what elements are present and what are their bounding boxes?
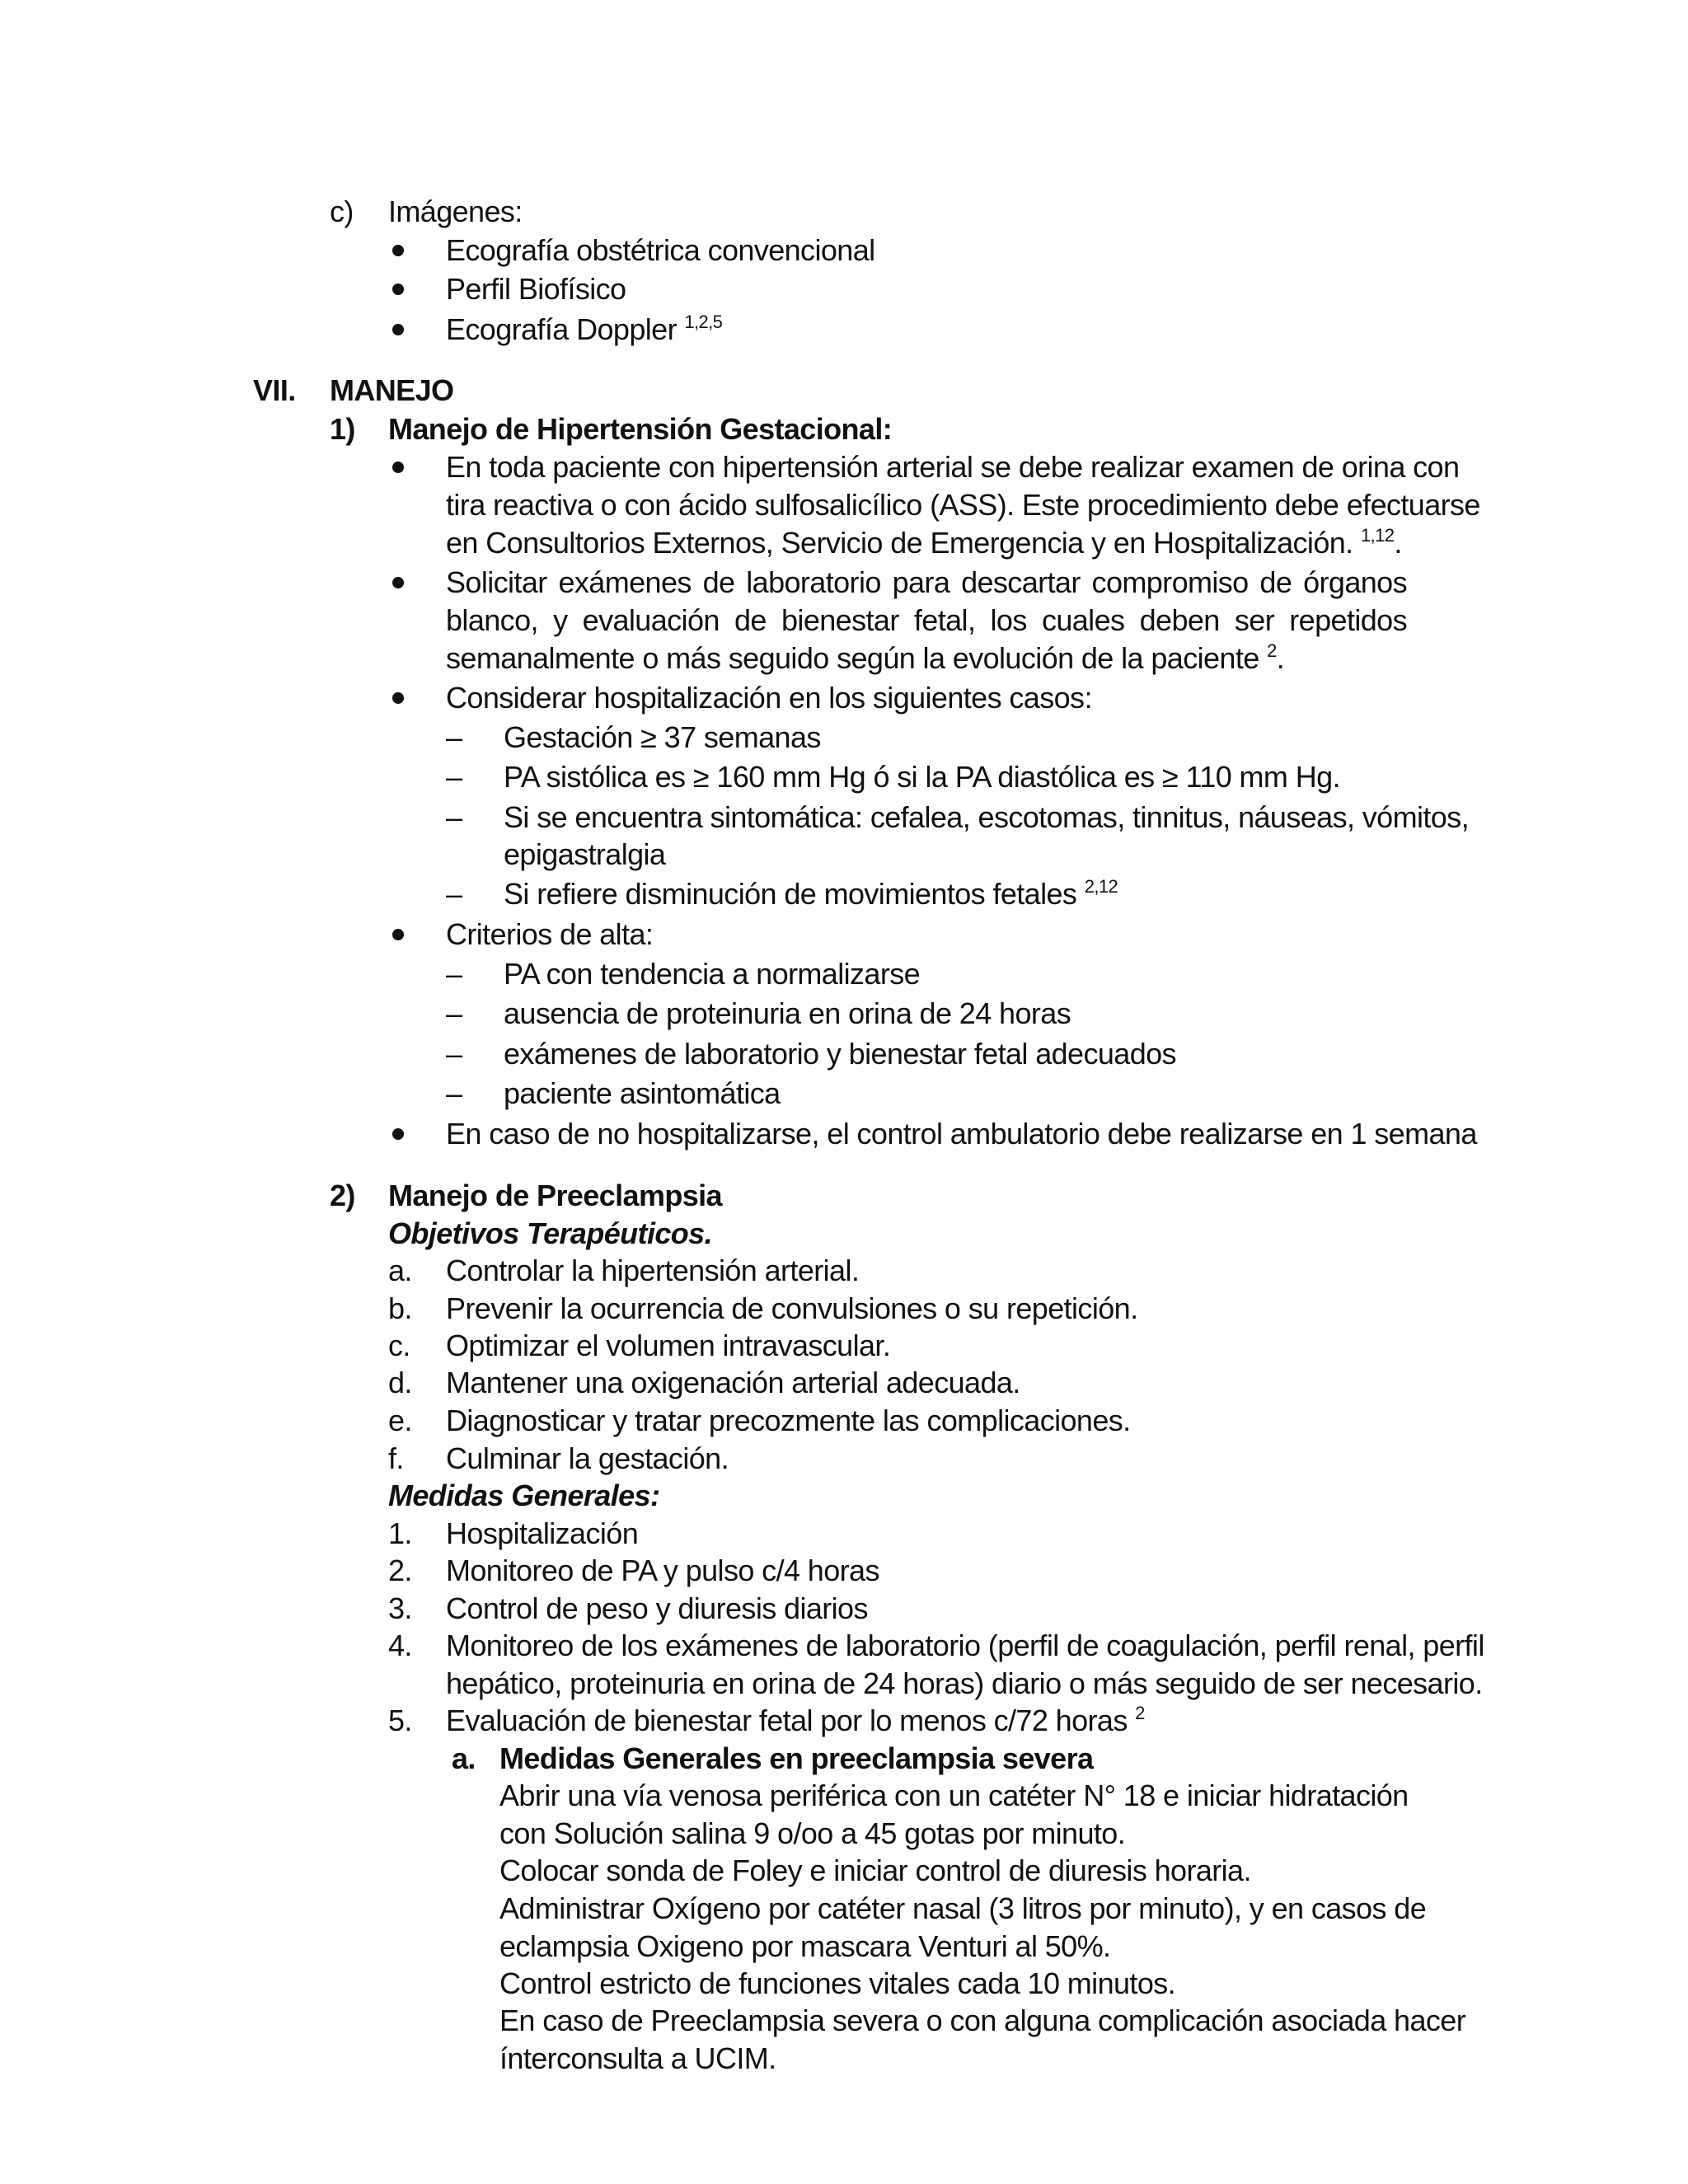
text-line: Solicitar exámenes de laboratorio para descartar compromiso de órganos <box>446 565 1407 599</box>
dash-marker: – <box>446 760 462 794</box>
paragraph <box>446 564 1407 677</box>
general-measure-item: Evaluación de bienestar fetal por lo menos c/72 horas $^2$ <box>446 1703 1145 1737</box>
images-title: Imágenes: <box>388 194 523 228</box>
sub-list-item: exámenes de laboratorio y bienestar fetal adecuados <box>504 1037 1176 1071</box>
subsection-title: Manejo de Hipertensión Gestacional: <box>388 412 893 446</box>
severe-measures-paragraph <box>499 2002 1466 2078</box>
section-number: VII. <box>253 373 296 407</box>
objective-item: Culminar la gestación. <box>446 1441 729 1475</box>
text-line: blanco, y evaluación de bienestar fetal, los cuales deben ser repetidos <box>446 603 1407 637</box>
bullet-icon <box>392 462 404 473</box>
citation-superscript: 2 <box>1135 1703 1145 1723</box>
text-line: ínterconsulta a UCIM. <box>499 2041 776 2075</box>
list-marker: a. <box>452 1741 476 1775</box>
paragraph <box>446 448 1480 562</box>
images-marker: c) <box>330 194 354 228</box>
dash-marker: – <box>446 957 462 991</box>
text-line: semanalmente o más seguido según la evolución de la paciente $^2$. <box>446 640 1285 675</box>
sub-list-item: ausencia de proteinuria en orina de 24 horas <box>504 996 1071 1030</box>
severe-measures-paragraph: Control estricto de funciones vitales cada 10 minutos. <box>499 1966 1176 2000</box>
objective-item: Controlar la hipertensión arterial. <box>446 1254 860 1287</box>
general-measure-item: Monitoreo de PA y pulso c/4 horas <box>446 1554 879 1587</box>
images-item: Ecografía obstétrica convencional <box>446 233 875 267</box>
text-line: Monitoreo de los exámenes de laboratorio (perfil de coagulación, perfil renal, perfil <box>446 1629 1484 1662</box>
citation-superscript: 2,12 <box>1084 876 1118 897</box>
dash-marker: – <box>446 1076 462 1110</box>
list-marker: 1. <box>388 1516 412 1550</box>
objective-item: Diagnosticar y tratar precozmente las complicaciones. <box>446 1404 1131 1437</box>
text-line: En toda paciente con hipertensión arterial se debe realizar examen de orina con <box>446 450 1460 484</box>
text-line: con Solución salina 9 o/oo a 45 gotas por minuto. <box>499 1816 1126 1850</box>
text-line: hepático, proteinuria en orina de 24 horas) diario o más seguido de ser necesario. <box>446 1666 1483 1700</box>
general-measure-item <box>446 1627 1484 1703</box>
dash-marker: – <box>446 800 462 834</box>
objective-item: Mantener una oxigenación arterial adecuada. <box>446 1366 1020 1399</box>
citation-superscript: 1,12 <box>1360 525 1395 546</box>
list-item: Considerar hospitalización en los siguientes casos: <box>446 681 1092 715</box>
bullet-icon <box>392 1128 404 1140</box>
list-marker: 2. <box>388 1554 412 1587</box>
bullet-icon <box>392 929 404 940</box>
list-marker: 4. <box>388 1629 412 1662</box>
text-line: En caso de Preeclampsia severa o con alguna complicación asociada hacer <box>499 2004 1466 2037</box>
text-line: en Consultorios Externos, Servicio de Emergencia y en Hospitalización. $^{1,12}$. <box>446 525 1402 560</box>
general-measures-heading: Medidas Generales: <box>388 1479 660 1512</box>
citation-superscript: 2 <box>1267 640 1277 661</box>
list-marker: f. <box>388 1441 404 1475</box>
objectives-heading: Objetivos Terapéuticos. <box>388 1216 712 1250</box>
subsection-number: 2) <box>330 1179 355 1212</box>
general-measure-item: Hospitalización <box>446 1516 639 1550</box>
objective-item: Optimizar el volumen intravascular. <box>446 1329 891 1362</box>
sub-list-item: paciente asintomática <box>504 1076 781 1110</box>
dash-marker: – <box>446 996 462 1030</box>
images-item: Ecografía Doppler $^{1,2,5}$ <box>446 312 723 346</box>
severe-measures-heading: Medidas Generales en preeclampsia severa <box>499 1741 1094 1775</box>
severe-measures-paragraph: Colocar sonda de Foley e iniciar control de diuresis horaria. <box>499 1854 1251 1887</box>
severe-measures-paragraph <box>499 1777 1409 1853</box>
bullet-icon <box>392 692 404 704</box>
list-marker: e. <box>388 1404 412 1437</box>
dash-marker: – <box>446 1037 462 1071</box>
list-marker: c. <box>388 1329 410 1362</box>
sub-list-item: Gestación ≥ 37 semanas <box>504 720 821 754</box>
subsection-title: Manejo de Preeclampsia <box>388 1179 722 1212</box>
list-item: Criterios de alta: <box>446 917 654 951</box>
sub-list-item: PA con tendencia a normalizarse <box>504 957 921 991</box>
sub-list-item: Si refiere disminución de movimientos fetales $^{2,12}$ <box>504 876 1118 911</box>
sub-list-item-continuation: epigastralgia <box>504 837 666 871</box>
text-line: Abrir una vía venosa periférica con un catéter N° 18 e iniciar hidratación <box>499 1779 1409 1812</box>
bullet-icon <box>392 324 404 335</box>
text-line: Administrar Oxígeno por catéter nasal (3 litros por minuto), y en casos de <box>499 1891 1427 1925</box>
objective-item: Prevenir la ocurrencia de convulsiones o su repetición. <box>446 1291 1138 1325</box>
list-marker: 5. <box>388 1704 412 1737</box>
bullet-icon <box>392 245 404 256</box>
images-item: Perfil Biofísico <box>446 272 626 306</box>
severe-measures-paragraph <box>499 1890 1427 1966</box>
list-marker: 3. <box>388 1591 412 1625</box>
sub-list-item: Si se encuentra sintomática: cefalea, escotomas, tinnitus, náuseas, vómitos, <box>504 800 1470 834</box>
list-marker: b. <box>388 1291 412 1325</box>
sub-list-item: PA sistólica es ≥ 160 mm Hg ó si la PA diastólica es ≥ 110 mm Hg. <box>504 760 1340 794</box>
text-line: tira reactiva o con ácido sulfosalicílico (ASS). Este procedimiento debe efectuarse <box>446 488 1480 522</box>
text-line: eclampsia Oxigeno por mascara Venturi al 50%. <box>499 1929 1111 1963</box>
bullet-icon <box>392 577 404 588</box>
dash-marker: – <box>446 720 462 754</box>
dash-marker: – <box>446 877 462 911</box>
general-measure-item: Control de peso y diuresis diarios <box>446 1591 868 1625</box>
section-title: MANEJO <box>330 373 454 407</box>
citation-superscript: 1,2,5 <box>684 312 723 332</box>
list-marker: d. <box>388 1366 412 1399</box>
list-item: En caso de no hospitalizarse, el control ambulatorio debe realizarse en 1 semana <box>446 1117 1477 1151</box>
subsection-number: 1) <box>330 412 355 446</box>
list-marker: a. <box>388 1254 412 1287</box>
bullet-icon <box>392 284 404 295</box>
